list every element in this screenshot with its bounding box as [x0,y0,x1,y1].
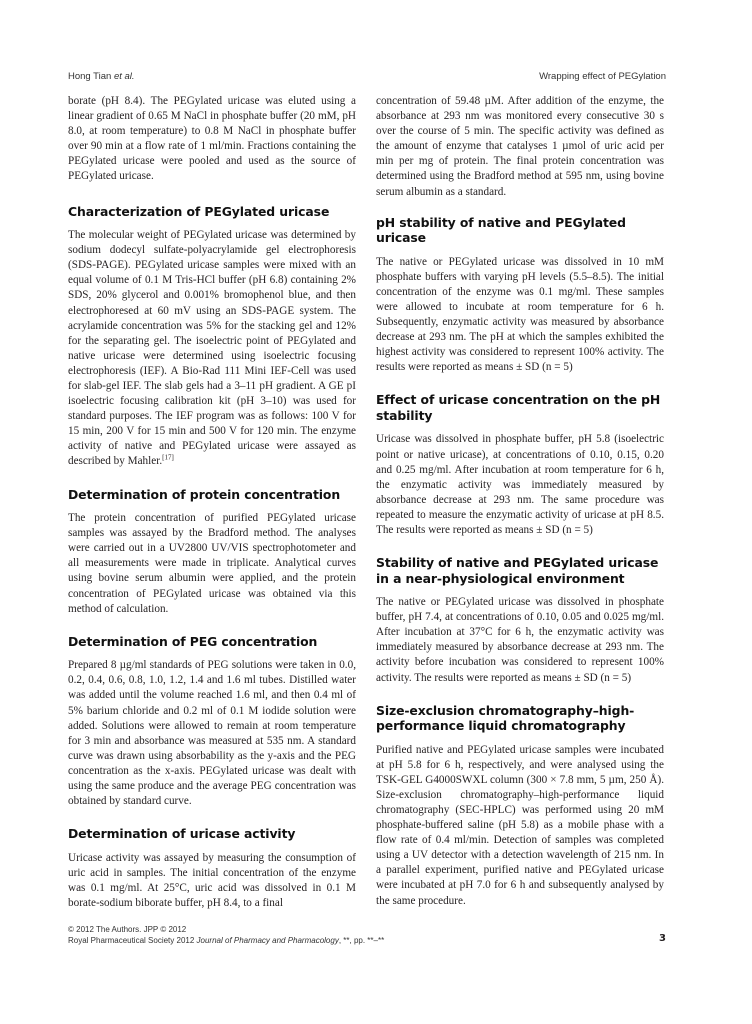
paragraph: borate (pH 8.4). The PEGylated uricase was eluted using a linear gradient of 0.65 M NaCl in phosphate buffer (20 mM, pH 8.0, at room temperature) to 0.8 M NaCl in phosphate buffer over 90 min at a flow rate of 1 ml/min. Fractions containing the PEGylated uricase were pooled and used as the source of PEGylated uricase. [68,95,356,183]
paragraph: Purified native and PEGylated uricase samples were incubated at pH 5.8 for 6 h, respectively, and were analysed using the TSK-GEL G4000SWXL column (300 × 7.8 mm, 5 µm, 250 Å). Size-exclusion chromatography–high-performance liquid chromatography (SEC-HPLC) was performed using 20 mM phosphate-buffered saline (pH 5.8) as a mobile phase with a flow rate of 0.4 ml/min. Detection of samples was completed using a UV detector with a detection wavelength of 215 nm. In a parallel experiment, purified native and PEGylated uricase were incubated at pH 7.0 for 6 h and subsequently analysed by the same procedure. [376,743,664,907]
paragraph [68,228,356,470]
paragraph: The protein concentration of purified PEGylated uricase samples was assayed by the Bradford method. The analyses were carried out in a UV2800 UV/VIS spectrophotometer and all measurements were made in triplicate. Analytical curves using bovine serum albumin were applied, and the protein concentration of PEGylated uricase was obtained via this method of calculation. [68,512,356,615]
section-heading: pH stability of native and PEGylated uricase [376,214,626,246]
paragraph: Uricase was dissolved in phosphate buffer, pH 5.8 (isoelectric point or native uricase), at concentrations of 0.10, 0.15, 0.20 and 0.25 mg/ml. After incubation at room temperature for 6 h, the enzymatic activity was immediately measured by absorbance decrease at 293 nm. The same procedure was repeated to measure the enzymatic activity of uricase at pH 8.5. The results were reported as means ± SD (n = 5) [376,433,664,536]
running-header-authors [68,71,135,82]
volume-pages: , **, pp. **–** [338,936,385,945]
paragraph: Uricase activity was assayed by measuring the consumption of uric acid in samples. The initial concentration of the enzyme was 0.1 mg/ml. At 25°C, uric acid was dissolved in 0.1 M borate-sodium biborate buffer, pH 8.4, to a final [68,851,356,909]
running-header-title: Wrapping effect of PEGylation [539,71,666,82]
section-heading: Characterization of PEGylated uricase [68,203,330,219]
journal-name: Journal of Pharmacy and Pharmacology [196,936,339,945]
citation-ref: [17] [162,453,174,462]
right-column [376,94,664,909]
section-heading: Determination of protein concentration [68,486,341,502]
copyright: © 2012 The Authors. JPP © 2012 [68,925,187,934]
society: Royal Pharmaceutical Society 2012 [68,936,195,945]
section-heading: Determination of uricase activity [68,826,296,842]
left-column [68,94,356,911]
paragraph: The native or PEGylated uricase was dissolved in 10 mM phosphate buffers with varying pH levels (5.5–8.5). The initial concentration of the enzyme was 0.1 mg/ml. These samples were allowed to incubate at room temperature for 6 h. Subsequently, enzymatic activity was measured by absorbance decrease at 293 nm. The pH at which the samples exhibited the highest activity was considered to represent 100% activity. The results were reported as means ± SD (n = 5) [376,255,664,374]
page-number: 3 [659,933,666,944]
section-heading: Determination of PEG concentration [68,633,318,649]
paragraph: The native or PEGylated uricase was dissolved in phosphate buffer, pH 7.4, at concentrations of 0.10, 0.05 and 0.025 mg/ml. After incubation at 37°C for 6 h, the enzymatic activity was immediately measured by absorbance decrease at 293 nm. The activity before incubation was considered to represent 100% activity. The results were reported as means ± SD (n = 5) [376,596,664,684]
section-heading: Effect of uricase concentration on the pH stability [376,392,661,423]
paragraph-text: The molecular weight of PEGylated uricase was determined by sodium dodecyl sulfate-polyacrylamide gel electrophoresis (SDS-PAGE). PEGylated uricase samples were mixed with an equal volume of 0.1 M Tris-HCl buffer (pH 6.8) containing 2% SDS, 20% glycerol and 0.001% bromophenol blue, and then electrophoresed at 60 mV using an SDS-PAGE system. The acrylamide concentration was 5% for the stacking gel and 12% for the separating gel. The isoelectric point of PEGylated and native uricase were determined using isoelectric focusing electrophoresis (IEF). A Bio-Rad 111 Mini IEF-Cell was used for slab-gel IEF. The slab gels had a 3–11 pH gradient. A GE pI isoelectric focusing calibration kit (pH 3–10) was used for standard purposes. The IEF program was as follows: 100 V for 15 min, 200 V for 15 min and 500 V for 120 min. The enzyme activity of native and PEGylated uricase were assayed as described by Mahler. [68,229,356,468]
paragraph: Prepared 8 µg/ml standards of PEG solutions were taken in 0.0, 0.2, 0.4, 0.6, 0.8, 1.0, 1.2, 1.4 and 1.6 ml tubes. Distilled water was added until the volume reached 1.6 ml, and then 0.4 ml of 5% barium chloride and 0.2 ml of 0.1 M iodide solution were added. Solutions were allowed to remain at room temperature for 3 min and absorbance was measured at 535 nm. A standard curve was drawn using absorbability as the y-axis and the PEG concentration as the x-axis. PEGylated uricase was dealt with using the same produce and the average PEG concentration was obtained by standard curve. [68,659,356,808]
section-heading: Stability of native and PEGylated uricase in a near-physiological environment [376,555,659,586]
footer [68,924,384,946]
authors-suffix: et al. [113,71,135,82]
journal-citation [68,935,384,946]
section-heading: Size-exclusion chromatography–high-performance liquid chromatography [376,702,635,734]
paragraph: concentration of 59.48 µM. After addition of the enzyme, the absorbance at 293 nm was monitored every consecutive 30 s over the course of 5 min. The specific activity was defined as the amount of enzyme that catalyses 1 µmol of uric acid per min per mg of protein. The final protein concentration was determined using the Bradford method at 595 nm, using bovine serum albumin as a standard. [376,95,664,198]
authors: Hong Tian [68,71,112,82]
